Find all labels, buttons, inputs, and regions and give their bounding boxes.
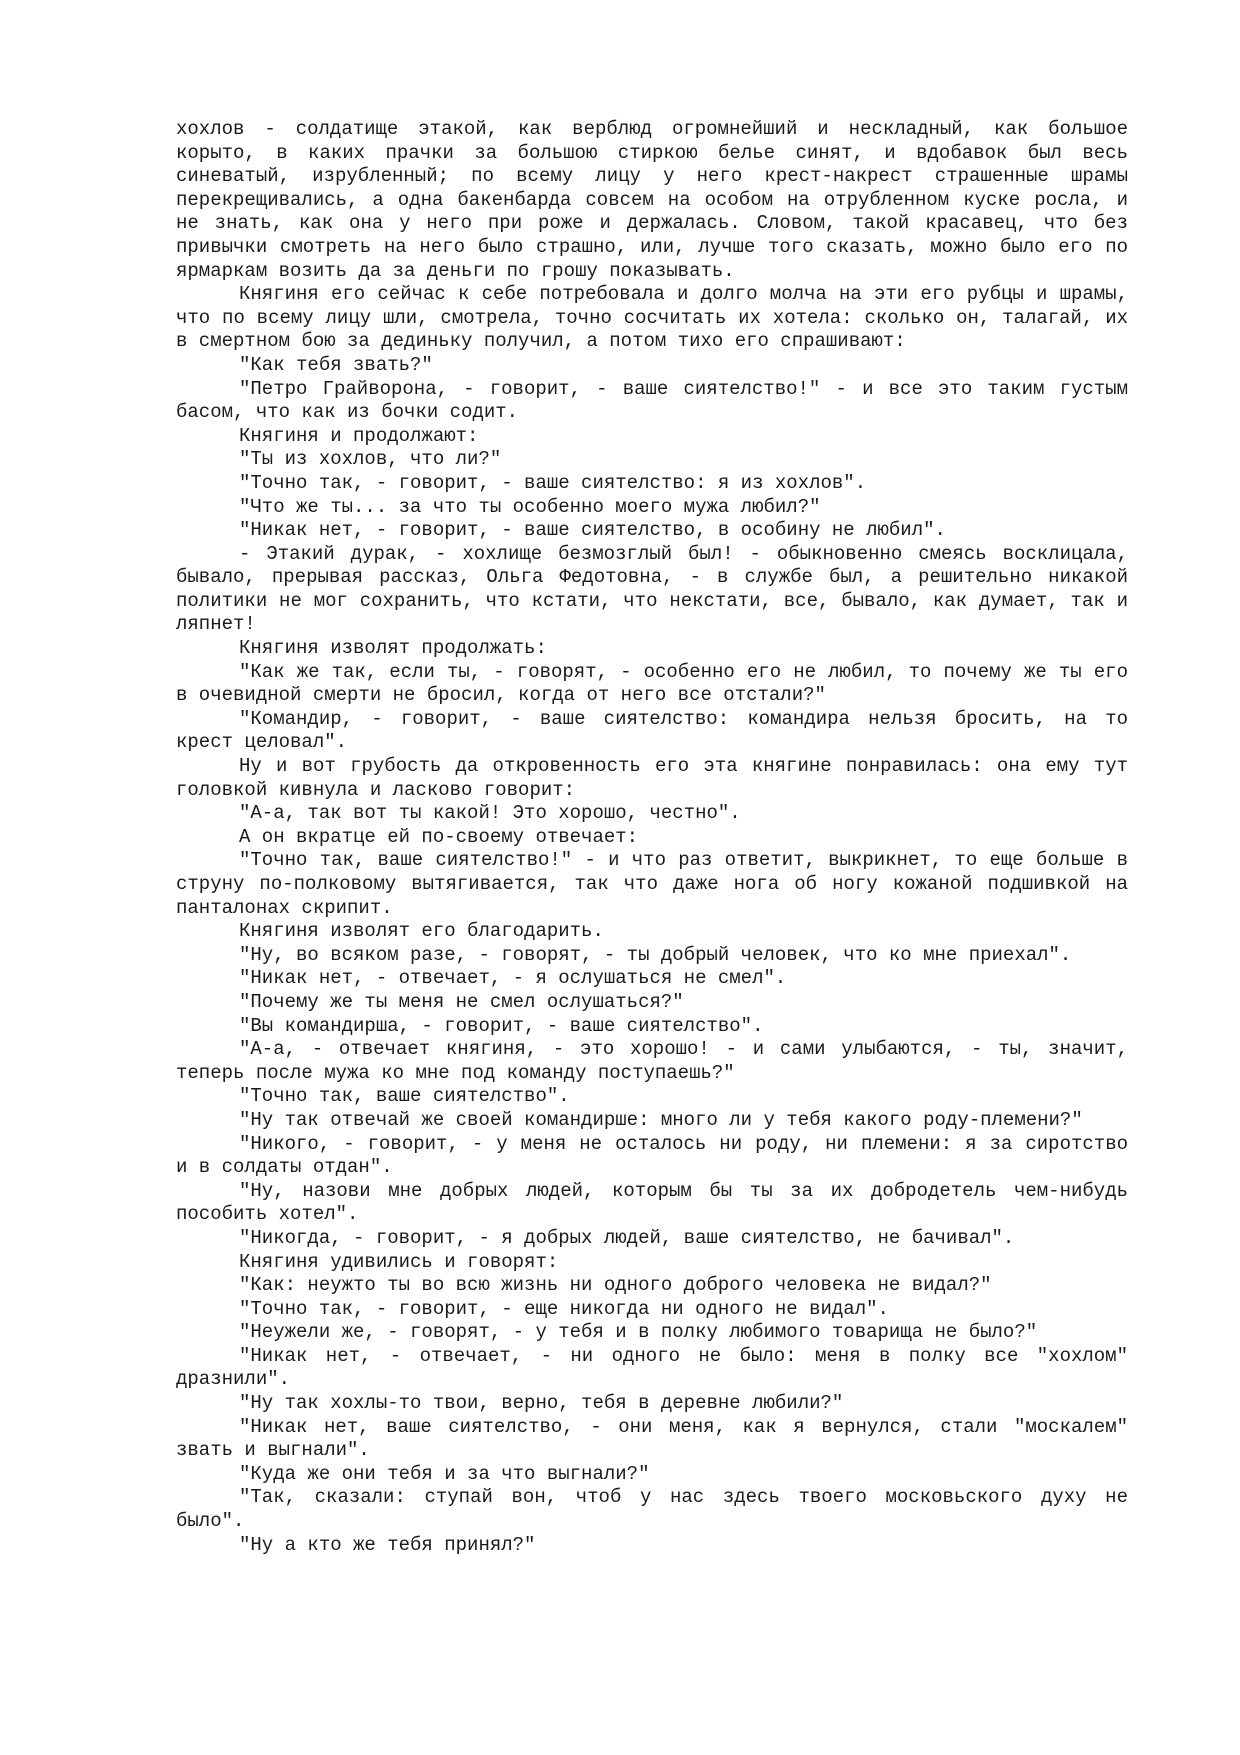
paragraph: "Командир, - говорит, - ваше сиятелство: командира нельзя бросить, на то крест целовал". bbox=[176, 707, 1140, 754]
paragraph: "Как тебя звать?" bbox=[239, 353, 433, 376]
paragraph: "Никак нет, - отвечает, - я ослушаться не смел". bbox=[239, 967, 787, 990]
paragraph: Княгиня удивились и говорят: bbox=[239, 1250, 559, 1273]
paragraph: Ну и вот грубость да откровенность его эта княгине понравилась: она ему тут головкой кивнула и ласково говорит: bbox=[176, 755, 1140, 801]
paragraph: "Ну, назови мне добрых людей, которым бы ты за их добродетель чем-нибудь пособить хотел". bbox=[176, 1179, 1140, 1226]
paragraph: "Неужели же, - говорят, - у тебя и в полку любимого товарища не было?" bbox=[239, 1321, 1038, 1344]
paragraph: "Что же ты... за что ты особенно моего мужа любил?" bbox=[239, 495, 821, 518]
paragraph: - Этакий дурак, - хохлище безмозглый был! - обыкновенно смеясь восклицала, бывало, прерывая рассказ, Ольга Федотовна, - в службе был, а решительно никакой политики не мог сохранить, что кстати, что некстати, все, бывало, как думает, так и ляпнет! bbox=[176, 542, 1140, 636]
paragraph: "Так, сказали: ступай вон, чтоб у нас здесь твоего московьского духу не было". bbox=[176, 1486, 1140, 1533]
paragraph: "Ну так хохлы-то твои, верно, тебя в деревне любили?" bbox=[239, 1392, 844, 1415]
paragraph: "Точно так, - говорит, - ваше сиятелство: я из хохлов". bbox=[239, 471, 867, 494]
paragraph: "Ну а кто же тебя принял?" bbox=[239, 1533, 536, 1556]
paragraph: хохлов - солдатище этакой, как верблюд огромнейший и нескладный, как большое корыто, в каких прачки за большою стиркою белье синят, и вдобавок был весь синеватый, изрубленный; по всему лицу у него крест-накрест страшенные шрамы перекрещивались, а одна бакенбарда совсем на особом на отрубленном куске росла, и не знать, как она у него при роже и держалась. Словом, такой красавец, что без привычки смотреть на него было страшно, или, лучше того сказать, можно было его по ярмаркам возить да за деньги по грошу показывать. bbox=[176, 118, 1140, 282]
paragraph: "Точно так, ваше сиятелство!" - и что раз ответит, выкрикнет, то еще больше в струну по-полковому вытягивается, так что даже нога об ногу кожаной подшивкой на панталонах скрипит. bbox=[176, 849, 1140, 919]
paragraph: Княгиня и продолжают: bbox=[239, 424, 479, 447]
paragraph: "Никак нет, ваше сиятелство, - они меня, как я вернулся, стали "москалем" звать и выгнали". bbox=[176, 1415, 1140, 1462]
paragraph: "Никогда, - говорит, - я добрых людей, ваше сиятелство, не бачивал". bbox=[239, 1226, 1015, 1249]
paragraph: Княгиня изволят его благодарить. bbox=[239, 920, 604, 943]
paragraph: "Петро Грайворона, - говорит, - ваше сиятелство!" - и все это таким густым басом, что как из бочки содит. bbox=[176, 377, 1140, 424]
paragraph: "Почему же ты меня не смел ослушаться?" bbox=[239, 990, 684, 1013]
paragraph: "Вы командирша, - говорит, - ваше сиятелство". bbox=[239, 1014, 764, 1037]
paragraph: "Никак нет, - отвечает, - ни одного не было: меня в полку все "хохлом" дразнили". bbox=[176, 1344, 1140, 1391]
paragraph: "Куда же они тебя и за что выгнали?" bbox=[239, 1462, 650, 1485]
paragraph: "Ты из хохлов, что ли?" bbox=[239, 448, 502, 471]
paragraph: "А-а, - отвечает княгиня, - это хорошо! - и сами улыбаются, - ты, значит, теперь после мужа ко мне под команду поступаешь?" bbox=[176, 1038, 1140, 1084]
document-page bbox=[176, 118, 1140, 1557]
paragraph: "Точно так, ваше сиятелство". bbox=[239, 1085, 570, 1108]
paragraph: "Ну так отвечай же своей командирше: много ли у тебя какого роду-племени?" bbox=[239, 1108, 1083, 1131]
paragraph: Княгиня его сейчас к себе потребовала и долго молча на эти его рубцы и шрамы, что по всему лицу шли, смотрела, точно сосчитать их хотела: сколько он, талагай, их в смертном бою за дединьку получил, а потом тихо его спрашивают: bbox=[176, 283, 1140, 353]
paragraph: "Ну, во всяком разе, - говорят, - ты добрый человек, что ко мне приехал". bbox=[239, 943, 1072, 966]
paragraph: А он вкратце ей по-своему отвечает: bbox=[239, 825, 639, 848]
paragraph: Княгиня изволят продолжать: bbox=[239, 637, 547, 660]
paragraph: "Как же так, если ты, - говорят, - особенно его не любил, то почему же ты его в очевидной смерти не бросил, когда от него все отстали?" bbox=[176, 660, 1140, 707]
paragraph: "Как: неужто ты во всю жизнь ни одного доброго человека не видал?" bbox=[239, 1274, 992, 1297]
paragraph: "Никак нет, - говорит, - ваше сиятелство, в особину не любил". bbox=[239, 519, 946, 542]
paragraph: "А-а, так вот ты какой! Это хорошо, честно". bbox=[239, 802, 741, 825]
paragraph: "Никого, - говорит, - у меня не осталось ни роду, ни племени: я за сиротство и в солдаты отдан". bbox=[176, 1132, 1140, 1179]
paragraph: "Точно так, - говорит, - еще никогда ни одного не видал". bbox=[239, 1297, 889, 1320]
